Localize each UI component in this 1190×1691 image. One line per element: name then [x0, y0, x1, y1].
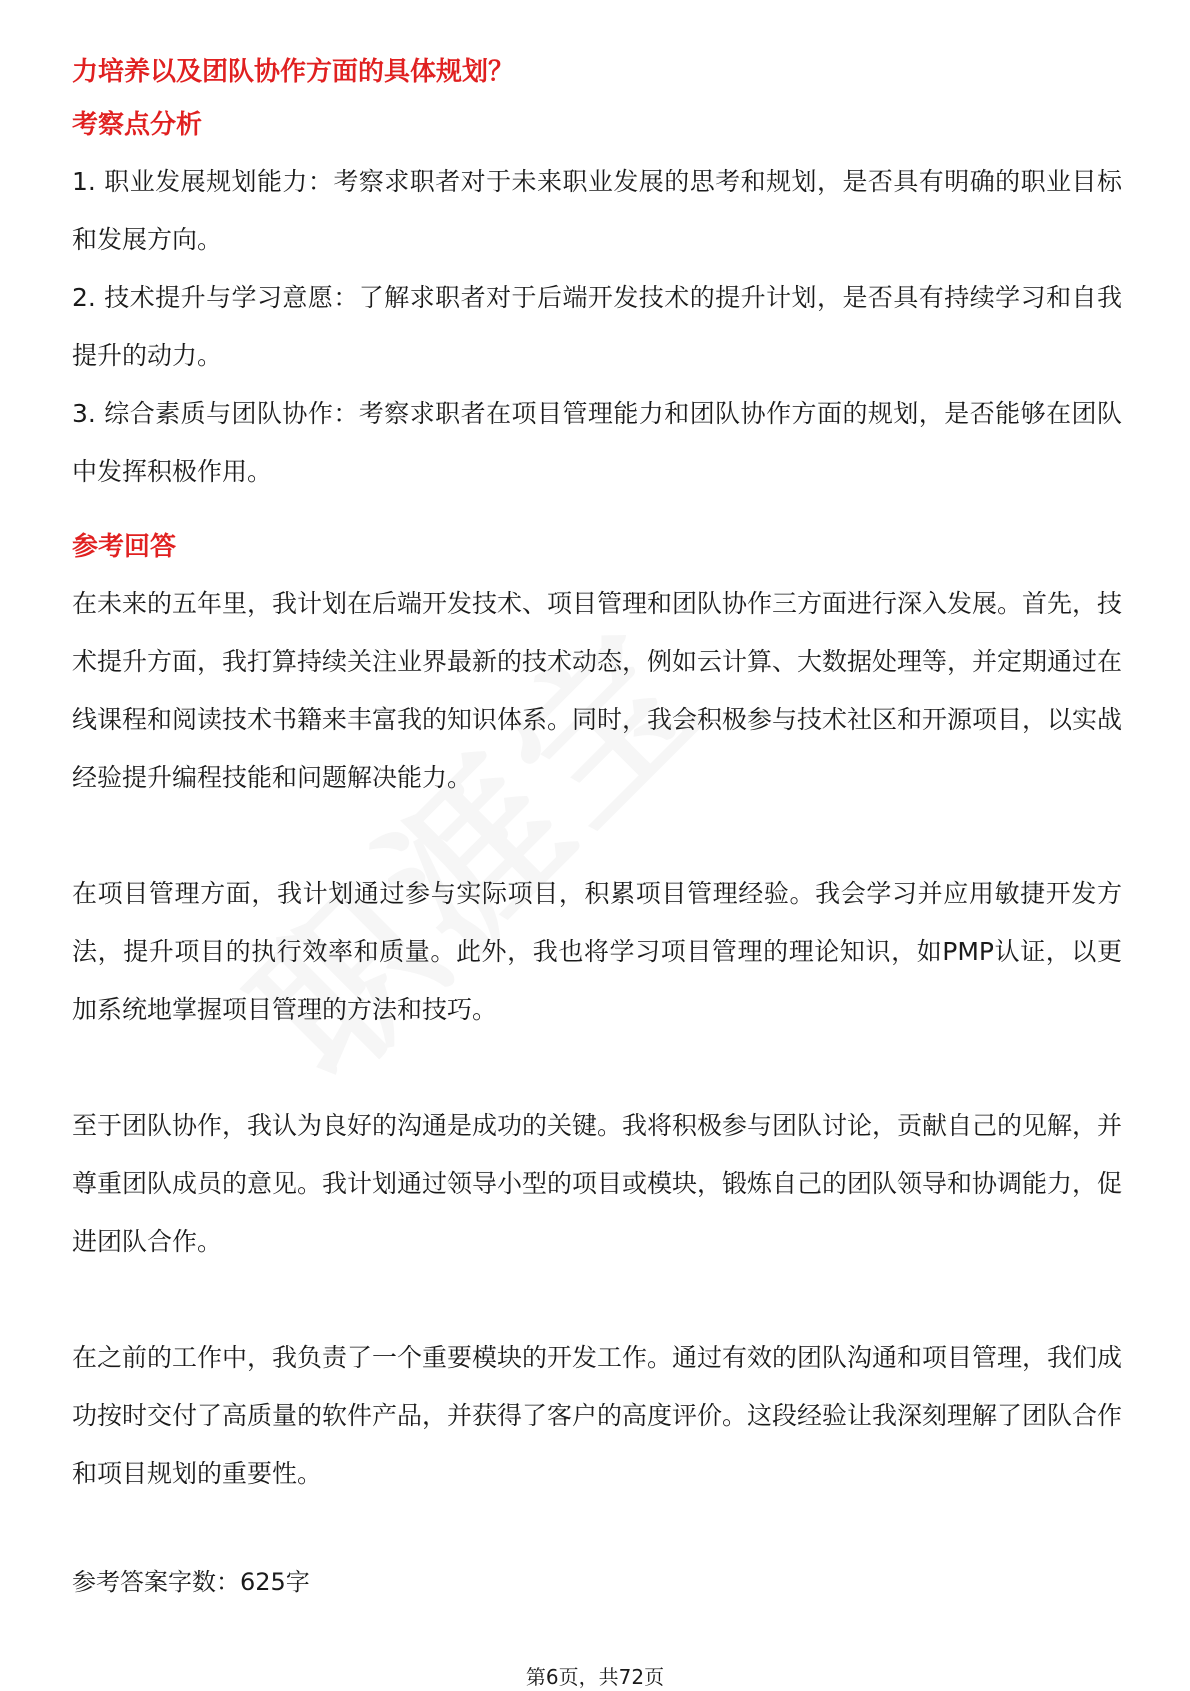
word-count: 参考答案字数：625字 [72, 1568, 310, 1596]
analysis-point: 1. 职业发展规划能力：考察求职者对于未来职业发展的思考和规划，是否具有明确的职业目标和发展方向。 [72, 167, 1122, 254]
answer-paragraph: 在之前的工作中，我负责了一个重要模块的开发工作。通过有效的团队沟通和项目管理，我们成功按时交付了高质量的软件产品，并获得了客户的高度评价。这段经验让我深刻理解了团队合作和项目规划的重要性。 [72, 1343, 1123, 1488]
question-title-tail: 力培养以及团队协作方面的具体规划？ [72, 57, 515, 87]
analysis-point: 2. 技术提升与学习意愿：了解求职者对于后端开发技术的提升计划，是否具有持续学习和自我提升的动力。 [72, 283, 1122, 370]
page-footer: 第6页，共72页 [525, 1665, 665, 1689]
answer-title: 参考回答 [72, 532, 177, 562]
answer-paragraph: 至于团队协作，我认为良好的沟通是成功的关键。我将积极参与团队讨论，贡献自己的见解，并尊重团队成员的意见。我计划通过领导小型的项目或模块，锻炼自己的团队领导和协调能力，促进团队合作。 [72, 1111, 1123, 1256]
document-page [72, 52, 1122, 1611]
analysis-point: 3. 综合素质与团队协作：考察求职者在项目管理能力和团队协作方面的规划，是否能够在团队中发挥积极作用。 [72, 399, 1122, 486]
answer-paragraph: 在未来的五年里，我计划在后端开发技术、项目管理和团队协作三方面进行深入发展。首先，技术提升方面，我打算持续关注业界最新的技术动态，例如云计算、大数据处理等，并定期通过在线课程和阅读技术书籍来丰富我的知识体系。同时，我会积极参与技术社区和开源项目，以实战经验提升编程技能和问题解决能力。 [72, 589, 1123, 792]
analysis-title: 考察点分析 [72, 110, 203, 140]
answer-paragraph: 在项目管理方面，我计划通过参与实际项目，积累项目管理经验。我会学习并应用敏捷开发方法，提升项目的执行效率和质量。此外，我也将学习项目管理的理论知识，如PMP认证，以更加系统地掌握项目管理的方法和技巧。 [72, 879, 1122, 1024]
